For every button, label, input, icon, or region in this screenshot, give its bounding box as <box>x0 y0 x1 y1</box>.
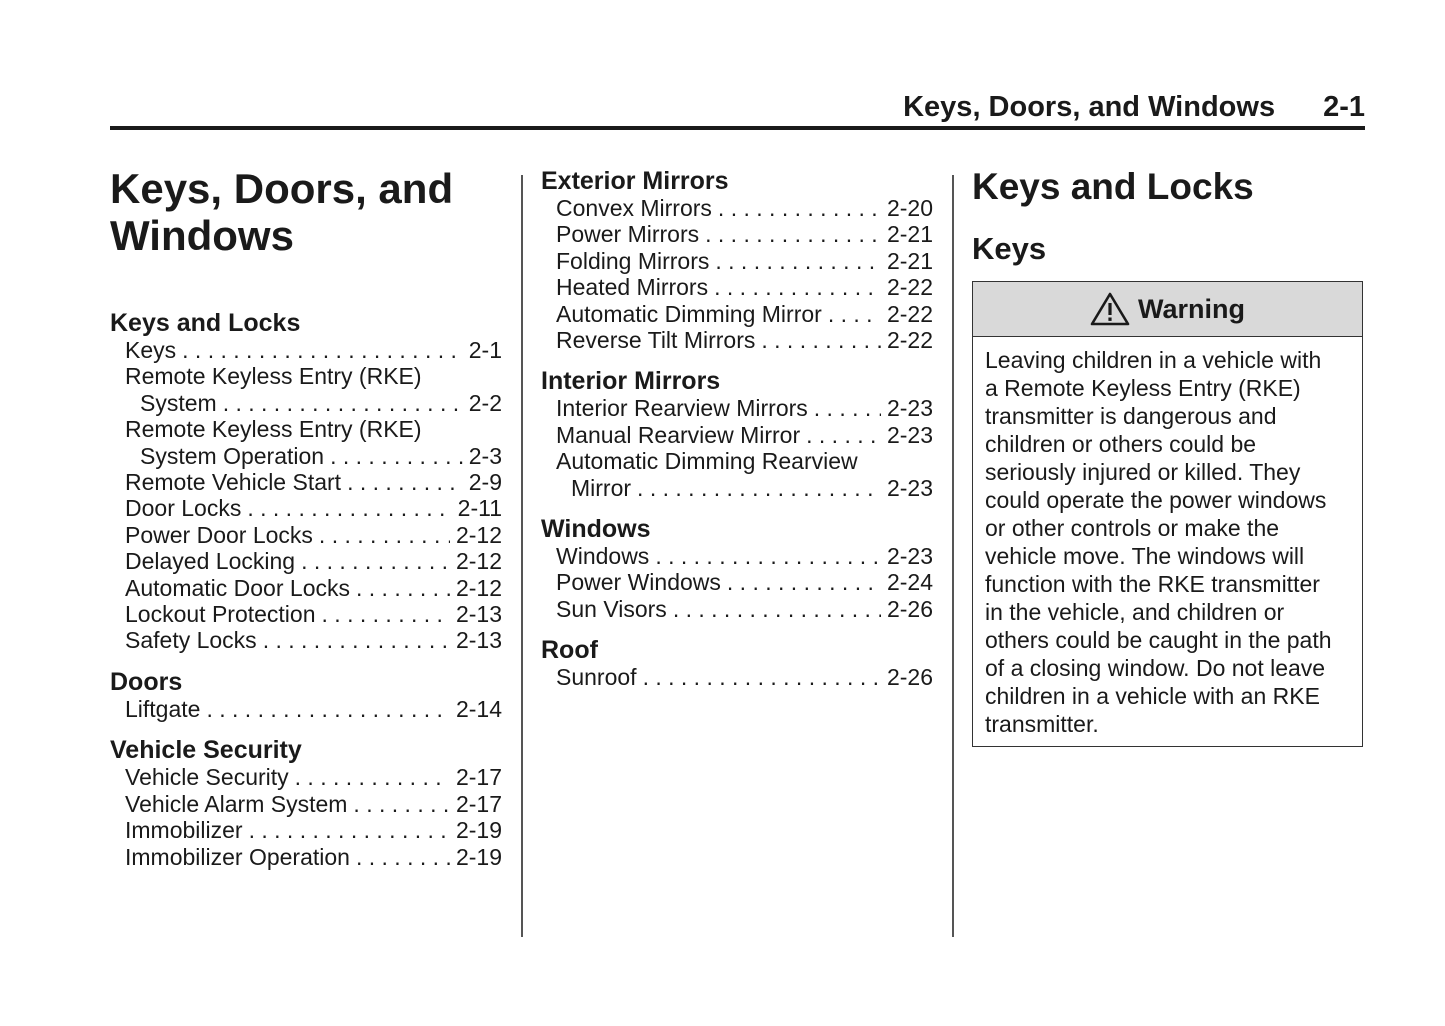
warning-line: Leaving children in a vehicle with <box>985 347 1322 373</box>
warning-line: could operate the power windows <box>985 487 1327 513</box>
toc-heading-exterior-mirrors: Exterior Mirrors <box>541 167 729 195</box>
toc-entry-liftgate[interactable] <box>110 696 502 722</box>
dot-leader <box>347 469 463 495</box>
toc-column-1 <box>110 165 502 870</box>
warning-line: children or others could be <box>985 431 1257 457</box>
warning-line: vehicle move. The windows will <box>985 543 1305 569</box>
dot-leader <box>295 764 450 790</box>
toc-entry-page: 2-22 <box>886 327 933 354</box>
toc-entry-power-door-locks[interactable] <box>110 522 502 548</box>
dot-leader <box>705 221 881 247</box>
warning-line: transmitter. <box>985 711 1099 737</box>
toc-entry-title: System <box>140 389 217 416</box>
dot-leader <box>206 696 450 722</box>
toc-entry-immobilizer[interactable] <box>110 817 502 843</box>
dot-leader <box>715 248 881 274</box>
dot-leader <box>353 791 450 817</box>
toc-entry-interior-rearview-mirrors[interactable] <box>541 395 933 421</box>
section-title: Keys and Locks <box>972 166 1254 207</box>
toc-heading-interior-mirrors: Interior Mirrors <box>541 367 721 396</box>
toc-heading-roof: Roof <box>541 636 598 665</box>
toc-entry-title: Liftgate <box>125 695 201 722</box>
dot-leader <box>263 627 450 653</box>
toc-entry-reverse-tilt-mirrors[interactable] <box>541 327 933 353</box>
toc-entry-keys[interactable] <box>110 337 502 363</box>
warning-line: of a closing window. Do not leave <box>985 655 1326 681</box>
toc-entry-page: 2-12 <box>455 521 502 548</box>
dot-leader <box>301 548 450 574</box>
warning-line: in the vehicle, and children or <box>985 599 1285 625</box>
toc-entry-title: Vehicle Alarm System <box>125 790 348 817</box>
toc-entry-title: Safety Locks <box>125 627 257 654</box>
toc-entry-sun-visors[interactable] <box>541 596 933 622</box>
toc-entry-automatic-door-locks[interactable] <box>110 575 502 601</box>
toc-entry-title: Power Windows <box>556 569 721 596</box>
toc-entry-page: 2-23 <box>886 474 933 501</box>
toc-entry-page: 2-23 <box>886 543 933 570</box>
toc-entry-remote-vehicle-start[interactable] <box>110 469 502 495</box>
toc-entry-page: 2-2 <box>468 389 502 416</box>
toc-entry-auto-dimming-rearview-line-1[interactable]: Automatic Dimming Rearview <box>556 448 858 475</box>
toc-entry-title: Mirror <box>571 474 632 501</box>
toc-entry-vehicle-alarm-system[interactable] <box>110 791 502 817</box>
toc-entry-title: Sunroof <box>556 664 637 691</box>
toc-entry-page: 2-1 <box>468 337 502 363</box>
dot-leader <box>643 664 881 690</box>
dot-leader <box>249 817 450 843</box>
dot-leader <box>727 569 881 595</box>
warning-label: Warning <box>1138 293 1245 324</box>
toc-entry-page: 2-21 <box>886 221 933 248</box>
running-header-chapter: Keys, Doors, and Windows <box>903 91 1276 123</box>
toc-entry-page: 2-13 <box>455 601 502 628</box>
running-header <box>110 88 1365 126</box>
toc-entry-title: Remote Vehicle Start <box>125 469 342 496</box>
dot-leader <box>223 390 463 416</box>
warning-line: or other controls or make the <box>985 515 1280 541</box>
toc-heading-doors: Doors <box>110 667 183 696</box>
toc-entry-title: Reverse Tilt Mirrors <box>556 327 756 354</box>
toc-entry-page: 2-17 <box>455 764 502 791</box>
warning-header <box>973 282 1362 337</box>
toc-entry-title: Vehicle Security <box>125 764 289 791</box>
toc-entry-title: Interior Rearview Mirrors <box>556 395 808 422</box>
toc-entry-rke-operation[interactable] <box>110 443 502 469</box>
dot-leader <box>182 337 463 363</box>
toc-entry-page: 2-19 <box>455 843 502 870</box>
toc-entry-page: 2-13 <box>455 627 502 654</box>
toc-entry-immobilizer-operation[interactable] <box>110 844 502 870</box>
dot-leader <box>806 422 881 448</box>
toc-entry-vehicle-security[interactable] <box>110 764 502 790</box>
toc-heading-keys-and-locks: Keys and Locks <box>110 309 301 337</box>
warning-text <box>973 337 1362 746</box>
toc-entry-page: 2-3 <box>468 442 502 469</box>
warning-line: seriously injured or killed. They <box>985 459 1301 485</box>
dot-leader <box>814 395 881 421</box>
dot-leader <box>761 327 881 353</box>
toc-entry-safety-locks[interactable] <box>110 627 502 653</box>
toc-entry-page: 2-12 <box>455 574 502 601</box>
toc-entry-title: Delayed Locking <box>125 548 296 575</box>
toc-entry-folding-mirrors[interactable] <box>541 248 933 274</box>
toc-entry-page: 2-22 <box>886 300 933 327</box>
dot-leader <box>714 274 881 300</box>
toc-entry-rke-operation-line-1[interactable]: Remote Keyless Entry (RKE) <box>125 416 422 443</box>
header-rule <box>110 126 1365 130</box>
toc-entry-delayed-locking[interactable] <box>110 548 502 574</box>
warning-line: children in a vehicle with an RKE <box>985 683 1320 709</box>
section-subtitle: Keys <box>972 231 1047 266</box>
dot-leader <box>828 301 881 327</box>
toc-entry-page: 2-12 <box>455 548 502 575</box>
toc-entry-page: 2-26 <box>886 664 933 691</box>
toc-entry-title: Windows <box>556 543 650 570</box>
toc-entry-page: 2-9 <box>468 469 502 496</box>
toc-entry-title: Keys <box>125 337 177 363</box>
toc-entry-page: 2-11 <box>457 495 502 522</box>
toc-entry-title: System Operation <box>140 442 325 469</box>
dot-leader <box>637 475 881 501</box>
toc-entry-title: Door Locks <box>125 495 242 522</box>
warning-line: function with the RKE transmitter <box>985 571 1320 597</box>
toc-entry-power-windows[interactable] <box>541 569 933 595</box>
chapter-title-line-1: Keys, Doors, and <box>110 165 454 212</box>
toc-heading-windows: Windows <box>541 515 651 544</box>
toc-entry-title: Heated Mirrors <box>556 274 709 301</box>
toc-entry-heated-mirrors[interactable] <box>541 274 933 300</box>
toc-entry-rke-system-line-1[interactable]: Remote Keyless Entry (RKE) <box>125 363 422 390</box>
toc-entry-page: 2-24 <box>886 569 933 596</box>
column-divider-2 <box>952 175 954 937</box>
toc-entry-page: 2-17 <box>455 790 502 817</box>
toc-entry-page: 2-21 <box>886 247 933 274</box>
chapter-title <box>110 165 502 259</box>
running-header-page-number: 2-1 <box>1323 91 1365 123</box>
dot-leader <box>718 195 881 221</box>
toc-entry-sunroof[interactable] <box>541 664 933 690</box>
toc-entry-door-locks[interactable] <box>110 495 502 521</box>
toc-entry-title: Immobilizer Operation <box>125 843 350 870</box>
section-column <box>972 165 1365 747</box>
toc-entry-convex-mirrors[interactable] <box>541 195 933 221</box>
warning-box <box>972 281 1363 747</box>
toc-entry-page: 2-23 <box>886 395 933 422</box>
toc-entry-title: Manual Rearview Mirror <box>556 421 801 448</box>
warning-line: transmitter is dangerous and <box>985 403 1277 429</box>
toc-entry-page: 2-14 <box>455 695 502 722</box>
toc-entry-auto-dimming-rearview[interactable] <box>541 475 933 501</box>
dot-leader <box>330 443 463 469</box>
toc-entry-title: Immobilizer <box>125 817 243 844</box>
toc-entry-title: Sun Visors <box>556 595 667 622</box>
toc-entry-page: 2-20 <box>886 195 933 221</box>
toc-entry-automatic-dimming-mirror[interactable] <box>541 301 933 327</box>
dot-leader <box>322 601 450 627</box>
toc-entry-page: 2-19 <box>455 817 502 844</box>
dot-leader <box>356 575 450 601</box>
toc-entry-title: Power Door Locks <box>125 521 313 548</box>
toc-entry-title: Power Mirrors <box>556 221 700 248</box>
toc-entry-power-mirrors[interactable] <box>541 221 933 247</box>
warning-line: a Remote Keyless Entry (RKE) <box>985 375 1301 401</box>
toc-entry-title: Lockout Protection <box>125 601 316 628</box>
toc-entry-title: Convex Mirrors <box>556 195 712 221</box>
toc-entry-page: 2-26 <box>886 595 933 622</box>
toc-column-2 <box>541 167 933 691</box>
toc-heading-vehicle-security: Vehicle Security <box>110 736 302 765</box>
toc-entry-windows[interactable] <box>541 543 933 569</box>
warning-line: others could be caught in the path <box>985 627 1332 653</box>
dot-leader <box>356 844 450 870</box>
dot-leader <box>673 596 881 622</box>
toc-entry-page: 2-22 <box>886 274 933 301</box>
toc-entry-title: Automatic Door Locks <box>125 574 350 601</box>
dot-leader <box>319 522 450 548</box>
toc-entry-manual-rearview-mirror[interactable] <box>541 422 933 448</box>
toc-entry-lockout-protection[interactable] <box>110 601 502 627</box>
warning-triangle-icon <box>1090 292 1130 326</box>
toc-entry-rke-system[interactable] <box>110 390 502 416</box>
column-divider-1 <box>521 175 523 937</box>
dot-leader <box>655 543 881 569</box>
dot-leader <box>247 495 451 521</box>
chapter-title-line-2: Windows <box>110 212 294 259</box>
toc-entry-title: Automatic Dimming Mirror <box>556 300 822 327</box>
toc-entry-title: Folding Mirrors <box>556 247 710 274</box>
toc-entry-page: 2-23 <box>886 421 933 448</box>
